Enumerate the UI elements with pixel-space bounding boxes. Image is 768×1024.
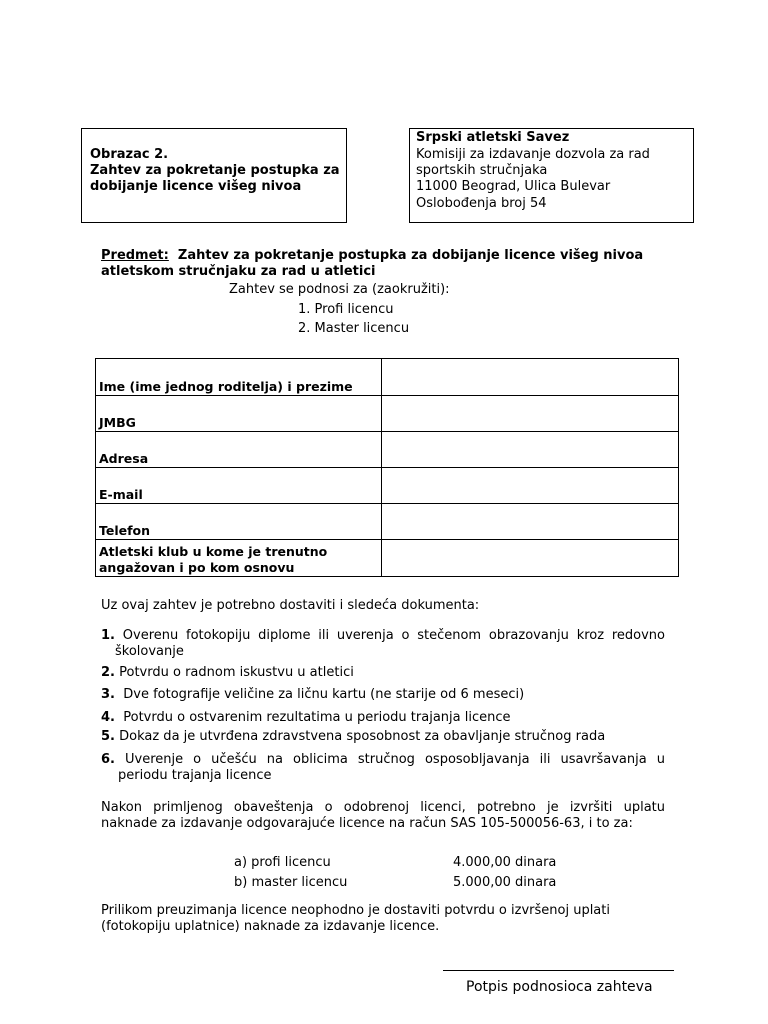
recipient-line3: 11000 Beograd, Ulica Bulevar [416,179,611,194]
row-value-club[interactable] [382,540,679,577]
subject-text-1: Zahtev za pokretanje postupka za dobijanje licence višeg nivoa [177,248,644,263]
table-row [96,504,679,540]
documents-intro: Uz ovaj zahtev je potrebno dostaviti i sledeća dokumenta: [101,598,480,613]
row-value-address[interactable] [382,432,679,468]
doc-item-5 [101,729,605,745]
doc-item-1 [101,628,665,660]
payment-paragraph [101,800,665,832]
subject-line1 [101,248,643,264]
note-line1: Prilikom preuzimanja licence neophodno je dostaviti potvrdu o izvršenoj uplati [101,903,610,918]
doc-num-1: 1. [101,628,115,643]
recipient-line2: sportskih stručnjaka [416,163,548,178]
table-row [96,540,679,577]
doc-item-2 [101,665,354,681]
row-label-name: Ime (ime jednog roditelja) i prezime [96,359,382,396]
row-label-club-line2: angažovan i po kom osnovu [99,560,295,575]
row-label-phone: Telefon [96,504,382,540]
note-line2: (fotokopiju uplatnice) naknade za izdavanje licence. [101,919,440,934]
doc-text-1a: Overenu fotokopiju diplome ili uverenja o stečenom obrazovanju kroz redovno [122,628,665,643]
doc-text-3: Dve fotografije veličine za ličnu kartu (ne starije od 6 meseci) [123,687,525,702]
form-header-box [81,128,347,223]
row-value-email[interactable] [382,468,679,504]
recipient-line1: Komisiji za izdavanje dozvola za rad [416,147,650,162]
form-title-line2: dobijanje licence višeg nivoa [90,179,302,194]
table-row [96,396,679,432]
subject-line2: atletskom stručnjaku za rad u atletici [101,264,376,279]
row-label-club [96,540,382,577]
form-number: Obrazac 2. [90,147,169,162]
fee-amount-profi: 4.000,00 dinara [453,855,557,870]
fee-amount-master: 5.000,00 dinara [453,875,557,890]
row-value-jmbg[interactable] [382,396,679,432]
doc-num-4: 4. [101,710,115,725]
applicant-info-table [95,358,679,577]
doc-num-5: 5. [101,729,115,744]
recipient-org: Srpski atletski Savez [416,130,570,145]
subject-label: Predmet: [101,248,169,263]
doc-text-6a: Uverenje o učešću na oblicima stručnog osposobljavanja ili usavršavanja u [125,752,665,767]
signature-label: Potpis podnosioca zahteva [466,979,653,995]
signature-line [443,970,674,971]
form-title-line1: Zahtev za pokretanje postupka za [90,163,340,178]
doc-num-2: 2. [101,665,115,680]
table-row [96,359,679,396]
doc-num-6: 6. [101,752,115,767]
row-label-email: E-mail [96,468,382,504]
doc-text-1b: školovanje [115,644,184,659]
payment-line1: Nakon primljenog obaveštenja o odobrenoj licenci, potrebno je izvršiti uplatu [101,800,665,815]
doc-text-6b: periodu trajanja licence [118,768,272,783]
row-value-name[interactable] [382,359,679,396]
row-label-address: Adresa [96,432,382,468]
doc-text-5: Dokaz da je utvrđena zdravstvena sposobnost za obavljanje stručnog rada [119,729,606,744]
row-value-phone[interactable] [382,504,679,540]
table-row [96,468,679,504]
payment-line2: naknade za izdavanje odgovarajuće licence na račun SAS 105-500056-63, i to za: [101,816,633,831]
fee-label-profi: a) profi licencu [234,855,331,870]
row-label-club-line1: Atletski klub u kome je trenutno [99,544,328,559]
doc-text-2: Potvrdu o radnom iskustvu u atletici [119,665,354,680]
doc-num-3: 3. [101,687,115,702]
fee-label-master: b) master licencu [234,875,348,890]
option-master[interactable]: 2. Master licencu [298,321,410,336]
doc-item-4 [101,710,511,726]
doc-item-3 [101,687,524,703]
table-row [96,432,679,468]
doc-item-6 [101,752,665,784]
recipient-line4: Oslobođenja broj 54 [416,196,547,211]
option-profi[interactable]: 1. Profi licencu [298,302,394,317]
doc-text-4: Potvrdu o ostvarenim rezultatima u periodu trajanja licence [123,710,511,725]
row-label-jmbg: JMBG [96,396,382,432]
recipient-box [409,128,694,223]
submitted-for: Zahtev se podnosi za (zaokružiti): [229,282,450,297]
